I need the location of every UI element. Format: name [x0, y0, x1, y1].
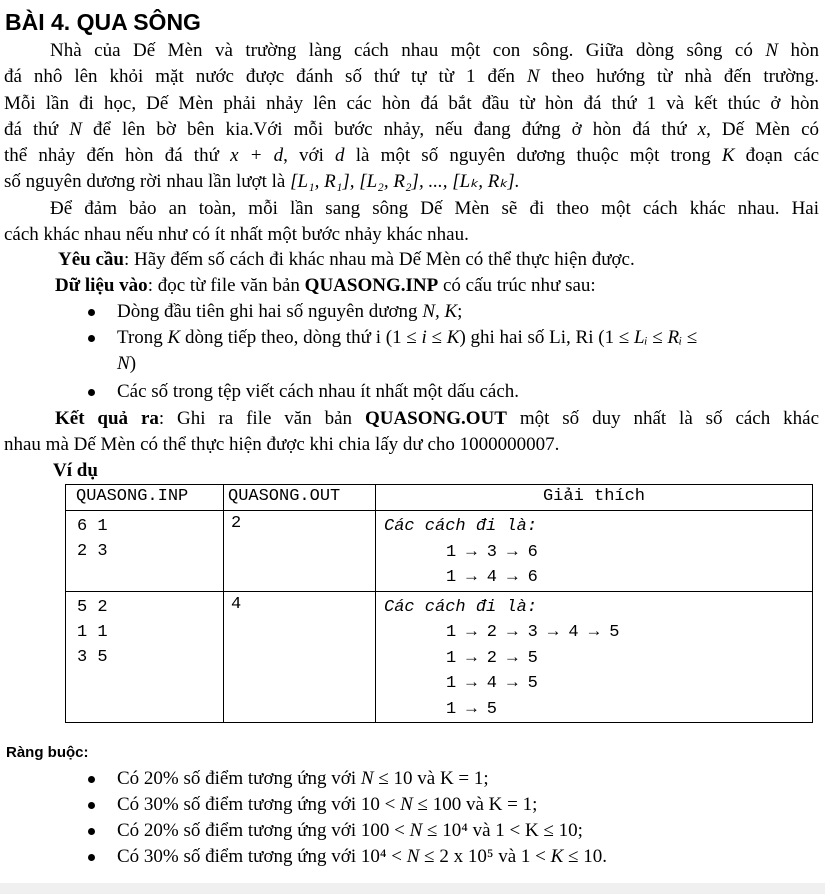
input-bullet: Trong K dòng tiếp theo, dòng thứ i (1 ≤ i ≤ K) ghi hai số Li, Ri (1 ≤ Lᵢ ≤ Rᵢ ≤: [117, 327, 698, 348]
problem-title: BÀI 4. QUA SÔNG: [5, 9, 201, 35]
constraint-item: Có 20% số điểm tương ứng với N ≤ 10 và K = 1;: [117, 768, 489, 789]
output-spec: Kết quả ra: Ghi ra file văn bản QUASONG.OUT một số duy nhất là số cách khác: [55, 408, 819, 429]
statement-line: đá thứ N để lên bờ bên kia.Với mỗi bước nhảy, nếu đang đứng ở hòn đá thứ x, Dế Mèn có: [4, 118, 820, 140]
table-cell-explanation: Các cách đi là: 1 → 2 → 3 → 4 → 5 1 → 2 → 5 1 → 4 → 5 1 → 5: [376, 591, 813, 723]
table-row: [66, 511, 813, 592]
statement-line: đá nhô lên khỏi mặt nước được đánh số thứ tự từ 1 đến N theo hướng từ nhà đến trường.: [4, 66, 820, 88]
problem-statement: [4, 38, 819, 248]
statement-line: Nhà của Dế Mèn và trường làng cách nhau một con sông. Giữa dòng sông có N hòn: [50, 40, 820, 61]
constraint-item: Có 30% số điểm tương ứng với 10 < N ≤ 100 và K = 1;: [117, 794, 538, 815]
bullet-icon: [88, 389, 98, 399]
table-row: [66, 591, 813, 723]
example-table: [65, 484, 813, 723]
constraint-item: Có 30% số điểm tương ứng với 10⁴ < N ≤ 2 x 10⁵ và 1 < K ≤ 10.: [117, 846, 607, 867]
statement-line: Để đảm bảo an toàn, mỗi lần sang sông Dế Mèn sẽ đi theo một cách khác nhau. Hai: [50, 197, 819, 219]
statement-line: thể nhảy đến hòn đá thứ x + d, với d là một số nguyên dương thuộc một trong K đoạn các: [4, 145, 820, 167]
table-cell-explanation: Các cách đi là: 1 → 3 → 6 1 → 4 → 6: [376, 511, 813, 592]
table-header: QUASONG.OUT: [224, 485, 376, 511]
input-bullet: Các số trong tệp viết cách nhau ít nhất một dấu cách.: [117, 381, 520, 402]
bullet-icon: [88, 854, 98, 864]
input-spec: Dữ liệu vào: đọc từ file văn bản QUASONG.INP có cấu trúc như sau:: [55, 275, 596, 296]
table-cell-output: 4: [224, 591, 376, 723]
statement-line: cách khác nhau nếu như có ít nhất một bước nhảy khác nhau.: [4, 224, 469, 246]
bullet-icon: [88, 776, 98, 786]
input-bullet: Dòng đầu tiên ghi hai số nguyên dương N, K;: [117, 301, 463, 322]
table-cell-input: 6 1 2 3: [66, 511, 224, 592]
example-label: Ví dụ: [53, 460, 98, 481]
table-header: QUASONG.INP: [66, 485, 224, 511]
table-cell-output: 2: [224, 511, 376, 592]
constraints-label: Ràng buộc:: [6, 744, 89, 761]
bullet-icon: [88, 828, 98, 838]
requirement: Yêu cầu: Hãy đếm số cách đi khác nhau mà Dế Mèn có thể thực hiện được.: [58, 249, 635, 270]
statement-line: Mỗi lần đi học, Dế Mèn phải nhảy lên các hòn đá bắt đầu từ hòn đá thứ 1 và kết thúc ở hòn: [4, 92, 819, 114]
constraint-item: Có 20% số điểm tương ứng với 100 < N ≤ 10⁴ và 1 < K ≤ 10;: [117, 820, 583, 841]
bullet-icon: [88, 335, 98, 345]
output-spec-cont: nhau mà Dế Mèn có thể thực hiện được khi chia lấy dư cho 1000000007.: [4, 434, 560, 455]
page-bottom-edge: [0, 883, 825, 894]
input-bullet-cont: N): [117, 353, 137, 374]
bullet-icon: [88, 309, 98, 319]
bullet-icon: [88, 802, 98, 812]
statement-line: số nguyên dương rời nhau lần lượt là [L₁, R₁], [L₂, R₂], ..., [Lₖ, Rₖ].: [4, 171, 520, 193]
table-header: Giải thích: [376, 485, 813, 511]
table-cell-input: 5 2 1 1 3 5: [66, 591, 224, 723]
